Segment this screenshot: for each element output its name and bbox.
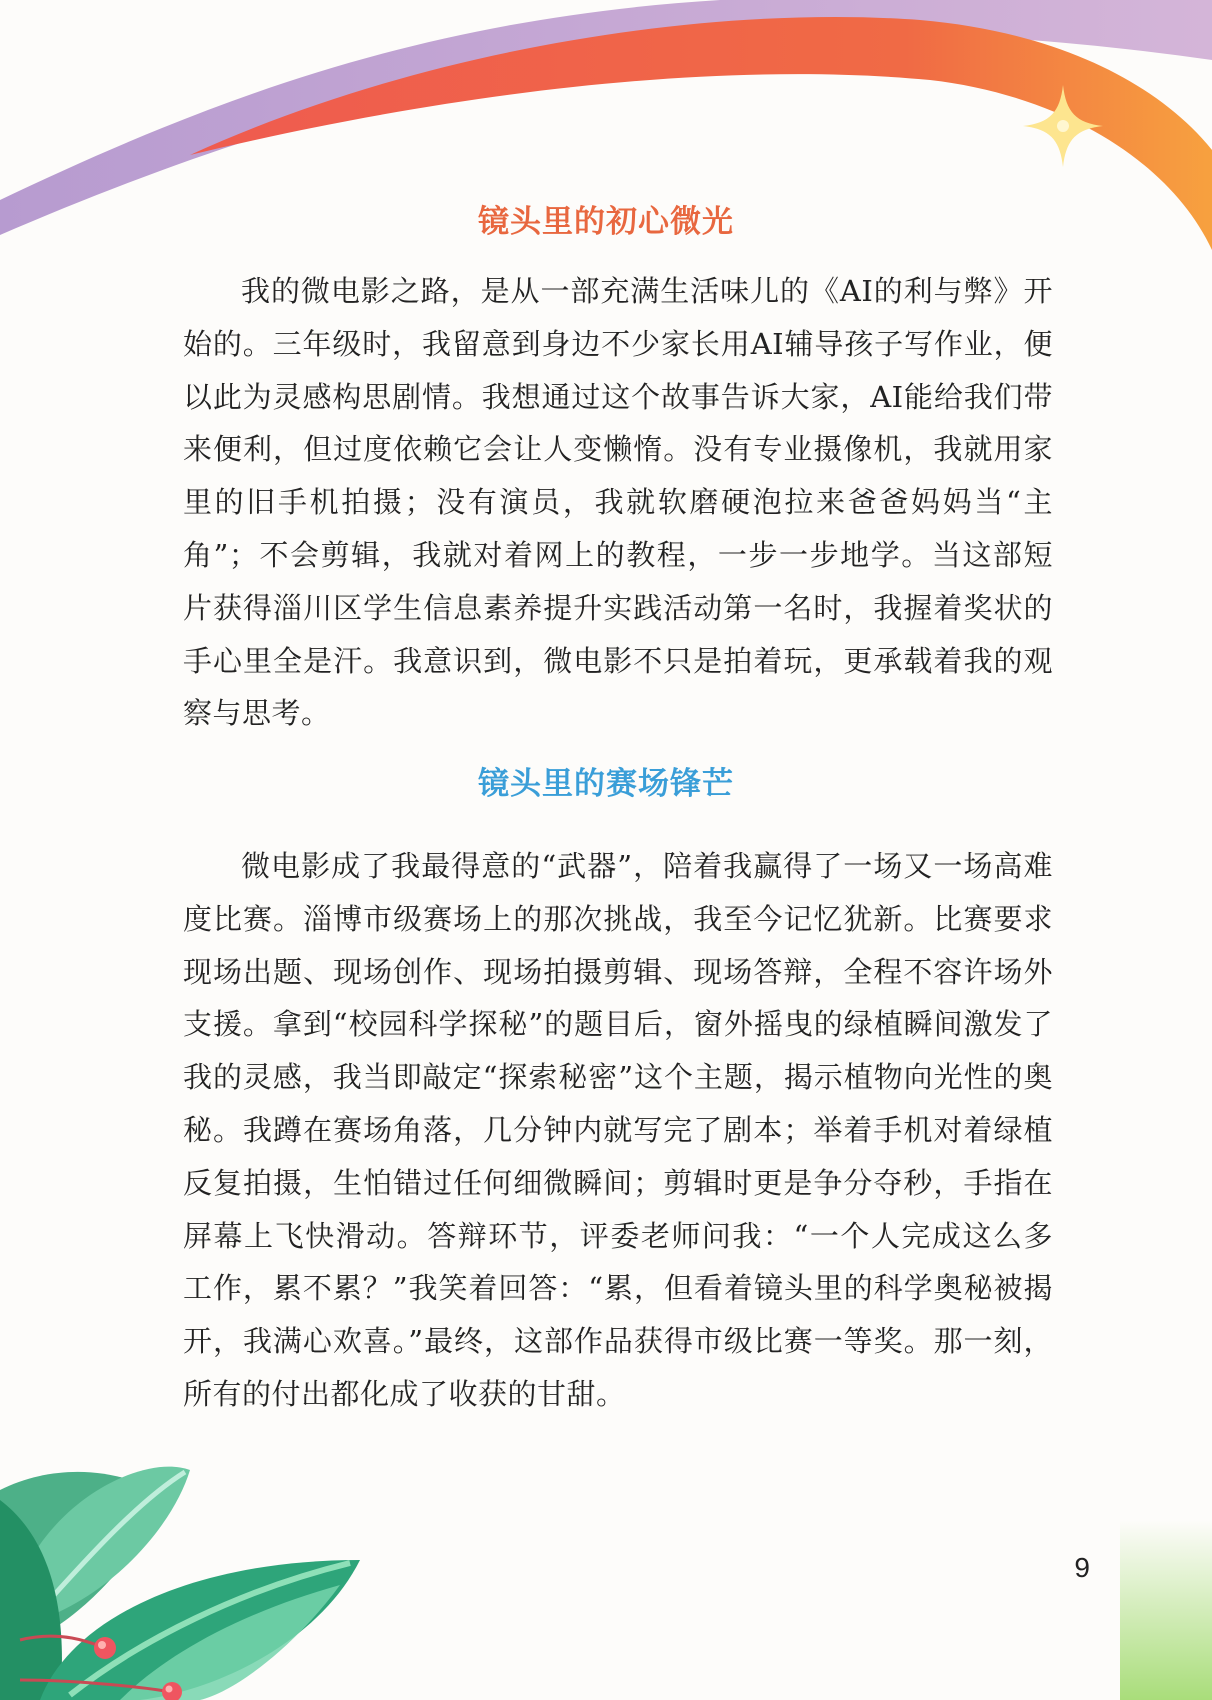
page-number: 9 <box>1074 1552 1090 1583</box>
berry <box>94 1637 116 1659</box>
berry-highlight <box>166 1686 173 1693</box>
section-heading-1: 镜头里的初心微光 <box>478 204 734 240</box>
section-body-1: 我的微电影之路，是从一部充满生活味儿的《AI的利与弊》开始的。三年级时，我留意到身边不少家长用AI辅导孩子写作业，便以此为灵感构思剧情。我想通过这个故事告诉大家，AI能给我们带来便利，但过度依赖它会让人变懒惰。没有专业摄像机，我就用家里的旧手机拍摄；没有演员，我就软磨硬泡拉来爸爸妈妈当“主角”；不会剪辑，我就对着网上的教程，一步一步地学。当这部短片获得淄川区学生信息素养提升实践活动第一名时，我握着奖状的手心里全是汗。我意识到，微电影不只是拍着玩，更承载着我的观察与思考。 <box>183 274 1053 731</box>
berry-highlight <box>98 1641 106 1649</box>
section-heading-2: 镜头里的赛场锋芒 <box>478 766 734 802</box>
corner-green-gradient <box>1120 1520 1212 1700</box>
leaf-cluster <box>0 1467 360 1700</box>
sparkle-star-center <box>1057 120 1069 132</box>
section-body-2: 微电影成了我最得意的“武器”，陪着我赢得了一场又一场高难度比赛。淄博市级赛场上的那次挑战，我至今记忆犹新。比赛要求现场出题、现场创作、现场拍摄剪辑、现场答辩，全程不容许场外支援。拿到“校园科学探秘”的题目后，窗外摇曳的绿植瞬间激发了我的灵感，我当即敲定“探索秘密”这个主题，揭示植物向光性的奥秘。我蹲在赛场角落，几分钟内就写完了剧本；举着手机对着绿植反复拍摄，生怕错过任何细微瞬间；剪辑时更是争分夺秒，手指在屏幕上飞快滑动。答辩环节，评委老师问我：“一个人完成这么多工作，累不累？”我笑着回答：“累，但看着镜头里的科学奥秘被揭开，我满心欢喜。”最终，这部作品获得市级比赛一等奖。那一刻，所有的付出都化成了收获的甘甜。 <box>183 849 1053 1411</box>
